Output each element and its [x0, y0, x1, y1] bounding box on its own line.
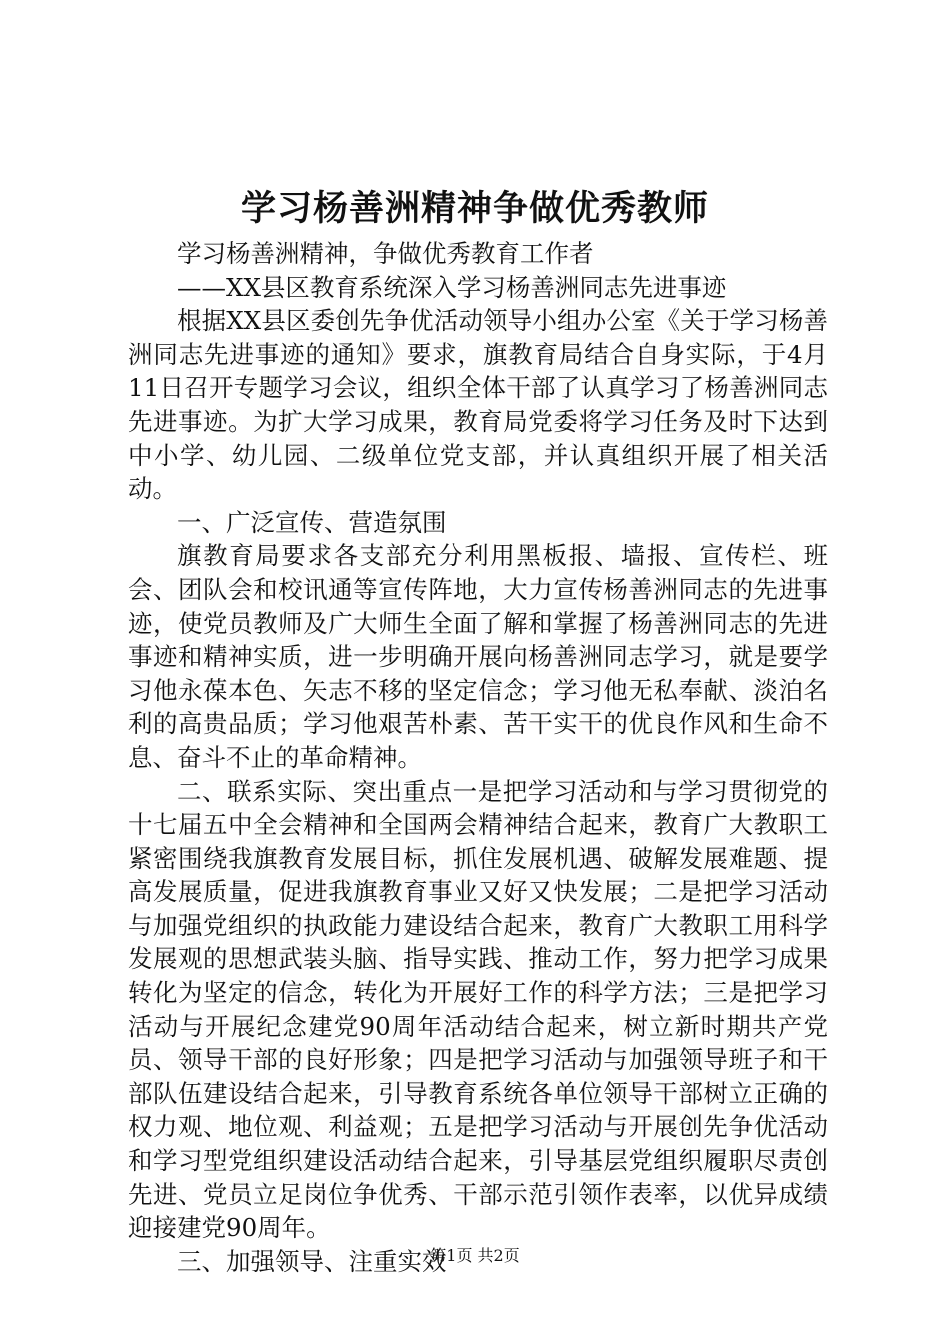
document-body: [128, 237, 828, 1278]
paragraph-section-2: 二、联系实际、突出重点一是把学习活动和与学习贯彻党的十七届五中全会精神和全国两会精神结合起来，教育广大教职工紧密围绕我旗教育发展目标，抓住发展机遇、破解发展难题、提高发展质量，促进我旗教育事业又好又快发展；二是把学习活动与加强党组织的执政能力建设结合起来，教育广大教职工用科学发展观的思想武装头脑、指导实践、推动工作，努力把学习成果转化为坚定的信念，转化为开展好工作的科学方法；三是把学习活动与开展纪念建党90周年活动结合起来，树立新时期共产党员、领导干部的良好形象；四是把学习活动与加强领导班子和干部队伍建设结合起来，引导教育系统各单位领导干部树立正确的权力观、地位观、利益观；五是把学习活动与开展创先争优活动和学习型党组织建设活动结合起来，引导基层党组织履职尽责创先进、党员立足岗位争优秀、干部示范引领作表率，以优异成绩迎接建党90周年。: [128, 776, 828, 1243]
paragraph-intro: 根据XX县区委创先争优活动领导小组办公室《关于学习杨善洲同志先进事迹的通知》要求，旗教育局结合自身实际，于4月11日召开专题学习会议，组织全体干部了认真学习了杨善洲同志先进事迹。为扩大学习成果，教育局党委将学习任务及时下达到中小学、幼儿园、二级单位党支部，并认真组织开展了相关活动。: [128, 306, 828, 504]
paragraph-subtitle: 学习杨善洲精神，争做优秀教育工作者: [177, 239, 594, 268]
section-heading-1: 一、广泛宣传、营造氛围: [177, 507, 447, 537]
page-number: 第1页 共2页: [430, 1246, 520, 1265]
document-title: 学习杨善洲精神争做优秀教师: [240, 188, 709, 229]
paragraph-byline: ——XX县区教育系统深入学习杨善洲同志先进事迹: [177, 272, 727, 302]
paragraph-section-1: 旗教育局要求各支部充分利用黑板报、墙报、宣传栏、班会、团队会和校讯通等宣传阵地，大力宣传杨善洲同志的先进事迹，使党员教师及广大师生全面了解和掌握了杨善洲同志的先进事迹和精神实质，进一步明确开展向杨善洲同志学习，就是要学习他永葆本色、矢志不移的坚定信念；学习他无私奉献、淡泊名利的高贵品质；学习他艰苦朴素、苦干实干的优良作风和生命不息、奋斗不止的革命精神。: [128, 541, 828, 772]
section-heading-3: 三、加强领导、注重实效: [177, 1246, 447, 1276]
